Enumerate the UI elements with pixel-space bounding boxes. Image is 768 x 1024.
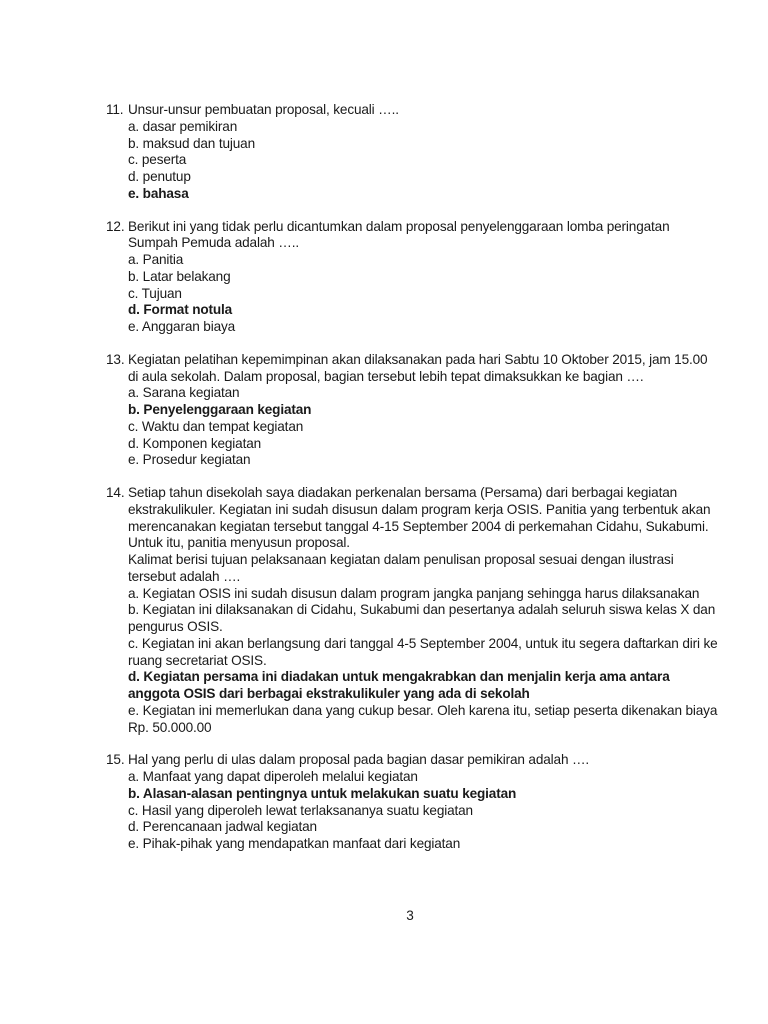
question-item xyxy=(106,102,706,203)
answer-option-correct: b. Alasan-alasan pentingnya untuk melakukan suatu kegiatan xyxy=(128,785,517,801)
question-line: Kegiatan pelatihan kepemimpinan akan dilaksanakan pada hari Sabtu 10 Oktober 2015, jam 15.00 xyxy=(128,351,708,367)
answer-option: d. Komponen kegiatan xyxy=(128,435,262,451)
question-number: 11. xyxy=(106,102,124,117)
answer-option-correct: e. bahasa xyxy=(128,185,189,201)
answer-option: ruang secretariat OSIS. xyxy=(128,652,267,668)
answer-option: b. Kegiatan ini dilaksanakan di Cidahu, Sukabumi dan pesertanya adalah seluruh siswa kelas X dan xyxy=(128,602,716,618)
question-number: 13. xyxy=(106,351,125,367)
answer-option: c. Waktu dan tempat kegiatan xyxy=(128,418,304,434)
question-list xyxy=(106,102,718,869)
question-body xyxy=(128,102,399,119)
answer-option: a. Panitia xyxy=(128,252,184,267)
question-line: merencanakan kegiatan tersebut tanggal 4-15 September 2004 di perkemahan Cidahu, Sukabumi. xyxy=(128,518,709,534)
answer-option: c. Tujuan xyxy=(128,285,182,301)
question-item xyxy=(106,485,718,736)
answer-option-correct: d. Format notula xyxy=(128,302,233,318)
answer-option: e. Kegiatan ini memerlukan dana yang cukup besar. Oleh karena itu, setiap peserta dikenakan biaya xyxy=(128,702,718,718)
answer-option: e. Pihak-pihak yang mendapatkan manfaat dari kegiatan xyxy=(128,836,461,851)
question-line: di aula sekolah. Dalam proposal, bagian tersebut lebih tepat dimaksukkan ke bagian …. xyxy=(128,368,644,384)
question-body xyxy=(128,485,710,586)
question-line: Sumpah Pemuda adalah ….. xyxy=(128,235,299,251)
question-item xyxy=(106,219,706,336)
answer-option: e. Prosedur kegiatan xyxy=(128,452,251,468)
answer-option: e. Anggaran biaya xyxy=(128,319,236,334)
answer-option: b. maksud dan tujuan xyxy=(128,135,255,151)
question-text xyxy=(106,102,706,119)
page-number: 3 xyxy=(406,908,414,923)
answer-option: a. Sarana kegiatan xyxy=(128,385,240,401)
question-line: Untuk itu, panitia menyusun proposal. xyxy=(128,535,350,551)
question-text xyxy=(106,219,706,253)
answer-option: a. Manfaat yang dapat diperoleh melalui kegiatan xyxy=(128,769,418,784)
answer-option: d. penutup xyxy=(128,169,191,184)
question-item xyxy=(106,352,706,469)
question-text xyxy=(106,752,706,769)
question-number: 15. xyxy=(106,752,125,768)
question-line: Kalimat berisi tujuan pelaksanaan kegiatan dalam penulisan proposal sesuai dengan ilustrasi xyxy=(128,552,674,567)
question-line: Berikut ini yang tidak perlu dicantumkan dalam proposal penyelenggaraan lomba peringatan xyxy=(128,218,670,234)
question-number: 12. xyxy=(106,218,125,234)
question-line: Setiap tahun disekolah saya diadakan perkenalan bersama (Persama) dari berbagai kegiatan xyxy=(128,485,678,500)
question-body xyxy=(128,352,707,386)
answer-option-correct: d. Kegiatan persama ini diadakan untuk mengakrabkan dan menjalin kerja ama antara xyxy=(128,669,670,685)
answer-option: c. Kegiatan ini akan berlangsung dari tanggal 4-5 September 2004, untuk itu segera daftarkan diri ke xyxy=(128,635,718,651)
answer-option: c. Hasil yang diperoleh lewat terlaksananya suatu kegiatan xyxy=(128,802,473,818)
answer-option: d. Perencanaan jadwal kegiatan xyxy=(128,819,317,835)
answer-option-correct: b. Penyelenggaraan kegiatan xyxy=(128,402,312,417)
question-line: tersebut adalah …. xyxy=(128,568,241,584)
question-line: Hal yang perlu di ulas dalam proposal pada bagian dasar pemikiran adalah …. xyxy=(128,752,590,768)
answer-option: a. Kegiatan OSIS ini sudah disusun dalam program jangka panjang sehingga harus dilaksanakan xyxy=(128,585,700,601)
answer-option: b. Latar belakang xyxy=(128,268,231,284)
question-line: ekstrakulikuler. Kegiatan ini sudah disusun dalam program kerja OSIS. Panitia yang terbentuk akan xyxy=(128,501,711,517)
answer-option: Rp. 50.000.00 xyxy=(128,719,212,735)
question-number: 14. xyxy=(106,485,125,500)
answer-option: c. peserta xyxy=(128,152,187,168)
answer-option: pengurus OSIS. xyxy=(128,619,223,634)
question-text xyxy=(106,352,706,386)
question-text xyxy=(106,485,711,586)
answer-option-correct: anggota OSIS dari berbagai ekstrakulikuler yang ada di sekolah xyxy=(128,686,530,701)
question-body xyxy=(128,752,589,769)
answer-option: a. dasar pemikiran xyxy=(128,118,238,134)
question-body xyxy=(128,219,669,253)
question-item xyxy=(106,752,706,853)
question-line: Unsur-unsur pembuatan proposal, kecuali ….. xyxy=(128,102,399,117)
